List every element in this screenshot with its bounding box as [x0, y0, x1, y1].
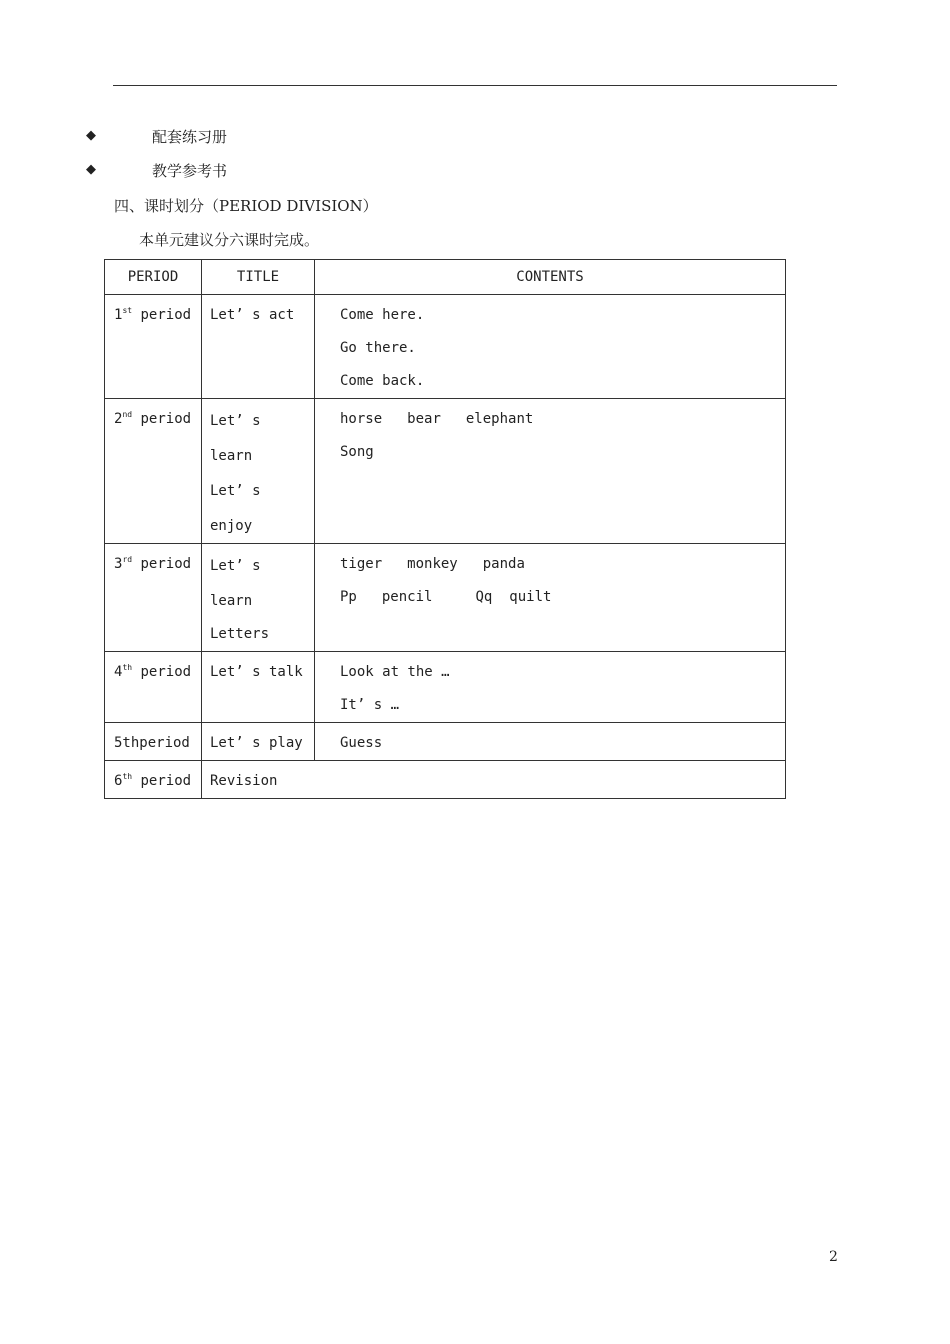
period-cell: 3rd period — [105, 544, 202, 652]
page-number: 2 — [829, 1249, 838, 1265]
contents-cell: Look at the … It’ s … — [315, 652, 786, 723]
header-rule — [113, 85, 837, 86]
bullet-item-workbook: 配套练习册 — [152, 128, 228, 146]
bullet-diamond-icon: ◆ — [86, 162, 96, 177]
period-cell: 1st period — [105, 295, 202, 399]
period-cell: 6th period — [105, 761, 202, 799]
contents-cell: tiger monkey panda Pp pencil Qq quilt — [315, 544, 786, 652]
title-cell: Let’ s learn Letters — [202, 544, 315, 652]
table-header-row — [105, 260, 786, 295]
table-row — [105, 761, 786, 799]
table-row — [105, 399, 786, 544]
intro-text: 本单元建议分六课时完成。 — [139, 231, 320, 249]
title-cell: Let’ s talk — [202, 652, 315, 723]
title-cell: Let’ s act — [202, 295, 315, 399]
table-row — [105, 652, 786, 723]
contents-cell: Come here. Go there. Come back. — [315, 295, 786, 399]
title-cell: Revision — [202, 761, 786, 799]
bullet-diamond-icon: ◆ — [86, 128, 96, 143]
period-cell: 4th period — [105, 652, 202, 723]
title-cell: Let’ s play — [202, 723, 315, 761]
title-cell: Let’ s learn Let’ s enjoy — [202, 399, 315, 544]
table-row — [105, 295, 786, 399]
table-row — [105, 544, 786, 652]
period-cell: 5thperiod — [105, 723, 202, 761]
header-period: PERIOD — [105, 260, 202, 295]
section-heading: 四、课时划分（PERIOD DIVISION） — [114, 197, 378, 215]
period-cell: 2nd period — [105, 399, 202, 544]
header-contents: CONTENTS — [315, 260, 786, 295]
bullet-item-teacher-book: 教学参考书 — [152, 162, 228, 180]
period-table — [104, 259, 786, 799]
contents-cell: Guess — [315, 723, 786, 761]
table-row — [105, 723, 786, 761]
contents-cell: horse bear elephant Song — [315, 399, 786, 544]
header-title: TITLE — [202, 260, 315, 295]
